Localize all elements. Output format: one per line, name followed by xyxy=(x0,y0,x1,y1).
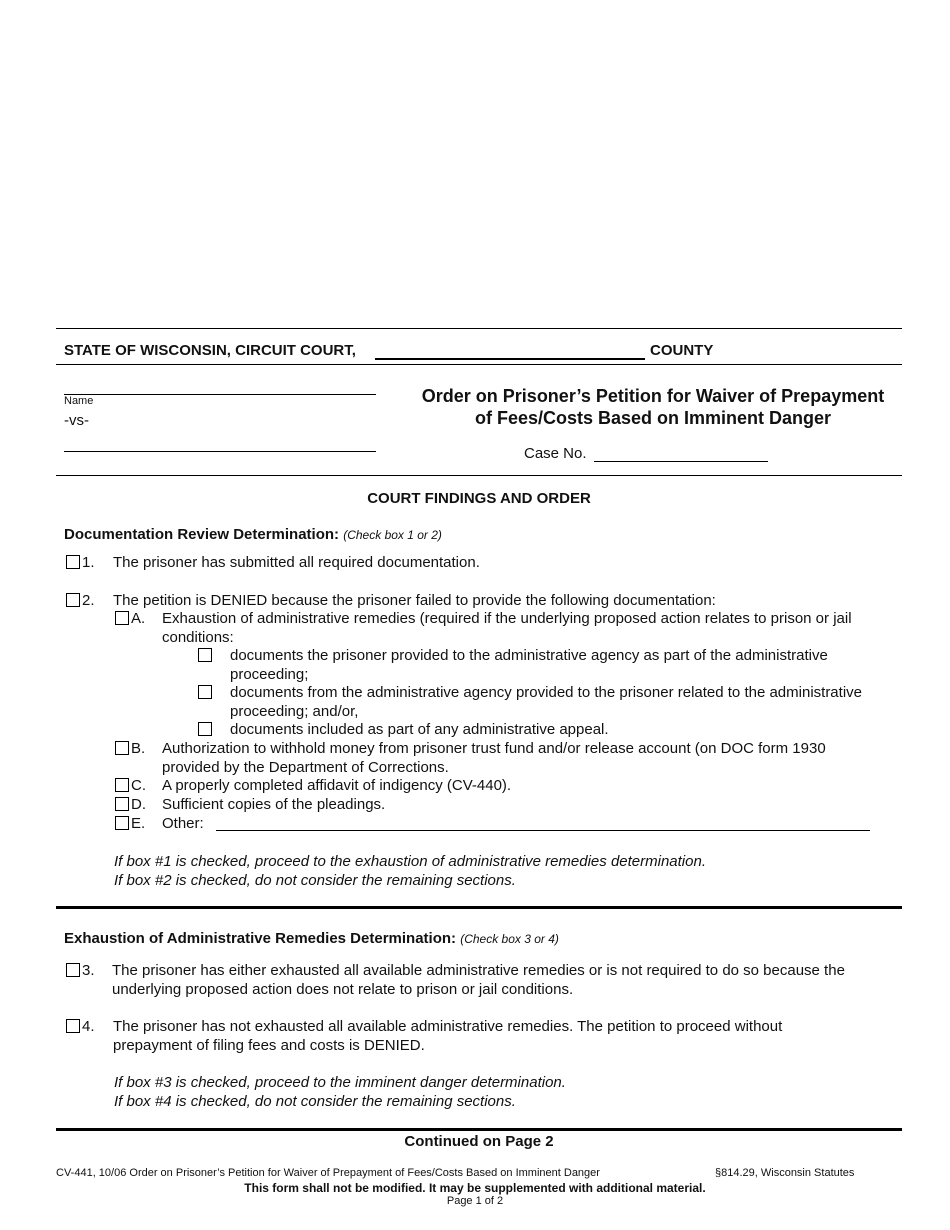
checkbox-2a-sub3[interactable] xyxy=(198,722,212,736)
item-2b-letter: B. xyxy=(131,740,146,757)
item-2e-letter: E. xyxy=(131,815,146,832)
doc-review-instruction: (Check box 1 or 2) xyxy=(343,528,442,542)
sub2-line1: documents from the administrative agency provided to the prisoner related to the administrative xyxy=(230,684,862,701)
other-field[interactable] xyxy=(216,815,870,831)
checkbox-2d[interactable] xyxy=(115,797,129,811)
item-1-number: 1. xyxy=(82,554,95,571)
case-no-label: Case No. xyxy=(524,445,587,462)
vs-label: -vs- xyxy=(64,412,89,429)
item-4-line1: The prisoner has not exhausted all available administrative remedies. The petition to proceed without xyxy=(113,1018,783,1035)
sub1-line1: documents the prisoner provided to the administrative agency as part of the administrative xyxy=(230,647,828,664)
doc-review-note1: If box #1 is checked, proceed to the exhaustion of administrative remedies determination. xyxy=(114,853,706,870)
checkbox-2[interactable] xyxy=(66,593,80,607)
court-label: STATE OF WISCONSIN, CIRCUIT COURT, xyxy=(64,342,356,359)
top-rule xyxy=(56,328,902,329)
item-2d-letter: D. xyxy=(131,796,146,813)
name-field[interactable] xyxy=(64,378,376,395)
checkbox-2a-sub1[interactable] xyxy=(198,648,212,662)
header-rule xyxy=(56,364,902,365)
item-2c-letter: C. xyxy=(131,777,146,794)
checkbox-2b[interactable] xyxy=(115,741,129,755)
item-3-line1: The prisoner has either exhausted all available administrative remedies or is not required to do so because the xyxy=(112,962,845,979)
item-3-line2: underlying proposed action does not relate to prison or jail conditions. xyxy=(112,981,574,998)
form-title-line1: Order on Prisoner’s Petition for Waiver of Prepayment xyxy=(421,386,885,406)
title-rule xyxy=(56,475,902,476)
item-2e-text: Other: xyxy=(162,815,204,832)
item-4-number: 4. xyxy=(82,1018,95,1035)
section-divider xyxy=(56,906,902,909)
continued-label: Continued on Page 2 xyxy=(404,1133,554,1150)
footer-statute: §814.29, Wisconsin Statutes xyxy=(715,1167,855,1179)
checkbox-4[interactable] xyxy=(66,1019,80,1033)
footer-notice: This form shall not be modified. It may be supplemented with additional material. xyxy=(244,1181,706,1195)
item-2-number: 2. xyxy=(82,592,95,609)
footer-form-id: CV-441, 10/06 Order on Prisoner’s Petition for Waiver of Prepayment of Fees/Costs Based on Imminent Danger xyxy=(56,1167,600,1179)
checkbox-2a-sub2[interactable] xyxy=(198,685,212,699)
item-2c-text: A properly completed affidavit of indigency (CV-440). xyxy=(162,777,512,794)
checkbox-2e[interactable] xyxy=(115,816,129,830)
checkbox-3[interactable] xyxy=(66,963,80,977)
exhaustion-note2: If box #4 is checked, do not consider the remaining sections. xyxy=(114,1093,516,1110)
checkbox-2c[interactable] xyxy=(115,778,129,792)
sub3-line1: documents included as part of any administrative appeal. xyxy=(230,721,609,738)
continued-rule xyxy=(56,1128,902,1131)
doc-review-note2: If box #2 is checked, do not consider the remaining sections. xyxy=(114,872,516,889)
form-title-line2: of Fees/Costs Based on Imminent Danger xyxy=(474,408,832,428)
exhaustion-note1: If box #3 is checked, proceed to the imminent danger determination. xyxy=(114,1074,566,1091)
sub1-line2: proceeding; xyxy=(230,666,309,683)
sub2-line2: proceeding; and/or, xyxy=(230,703,359,720)
county-label: COUNTY xyxy=(650,342,714,359)
item-3-number: 3. xyxy=(82,962,95,979)
checkbox-2a[interactable] xyxy=(115,611,129,625)
name-label: Name xyxy=(64,395,94,407)
doc-review-heading xyxy=(64,525,442,545)
case-no-field[interactable] xyxy=(594,445,768,462)
doc-review-title: Documentation Review Determination: xyxy=(64,526,340,543)
footer-page: Page 1 of 2 xyxy=(446,1195,504,1207)
item-2a-letter: A. xyxy=(131,610,146,627)
exhaustion-title: Exhaustion of Administrative Remedies Determination: xyxy=(64,930,457,947)
item-2a-line1: Exhaustion of administrative remedies (required if the underlying proposed action relates to prison or jail xyxy=(162,610,852,627)
item-2b-line2: provided by the Department of Corrections. xyxy=(162,759,449,776)
item-2a-line2: conditions: xyxy=(162,629,234,646)
item-4-line2: prepayment of filing fees and costs is DENIED. xyxy=(113,1037,425,1054)
exhaustion-instruction: (Check box 3 or 4) xyxy=(460,932,559,946)
item-2d-text: Sufficient copies of the pleadings. xyxy=(162,796,386,813)
checkbox-1[interactable] xyxy=(66,555,80,569)
item-1-text: The prisoner has submitted all required documentation. xyxy=(113,554,480,571)
item-2b-line1: Authorization to withhold money from prisoner trust fund and/or release account (on DOC form 1930 xyxy=(162,740,826,757)
county-field[interactable] xyxy=(375,342,645,360)
section-title: COURT FINDINGS AND ORDER xyxy=(367,490,591,507)
item-2-text: The petition is DENIED because the prisoner failed to provide the following documentation: xyxy=(113,592,716,609)
exhaustion-heading xyxy=(64,929,559,949)
defendant-field[interactable] xyxy=(64,435,376,452)
